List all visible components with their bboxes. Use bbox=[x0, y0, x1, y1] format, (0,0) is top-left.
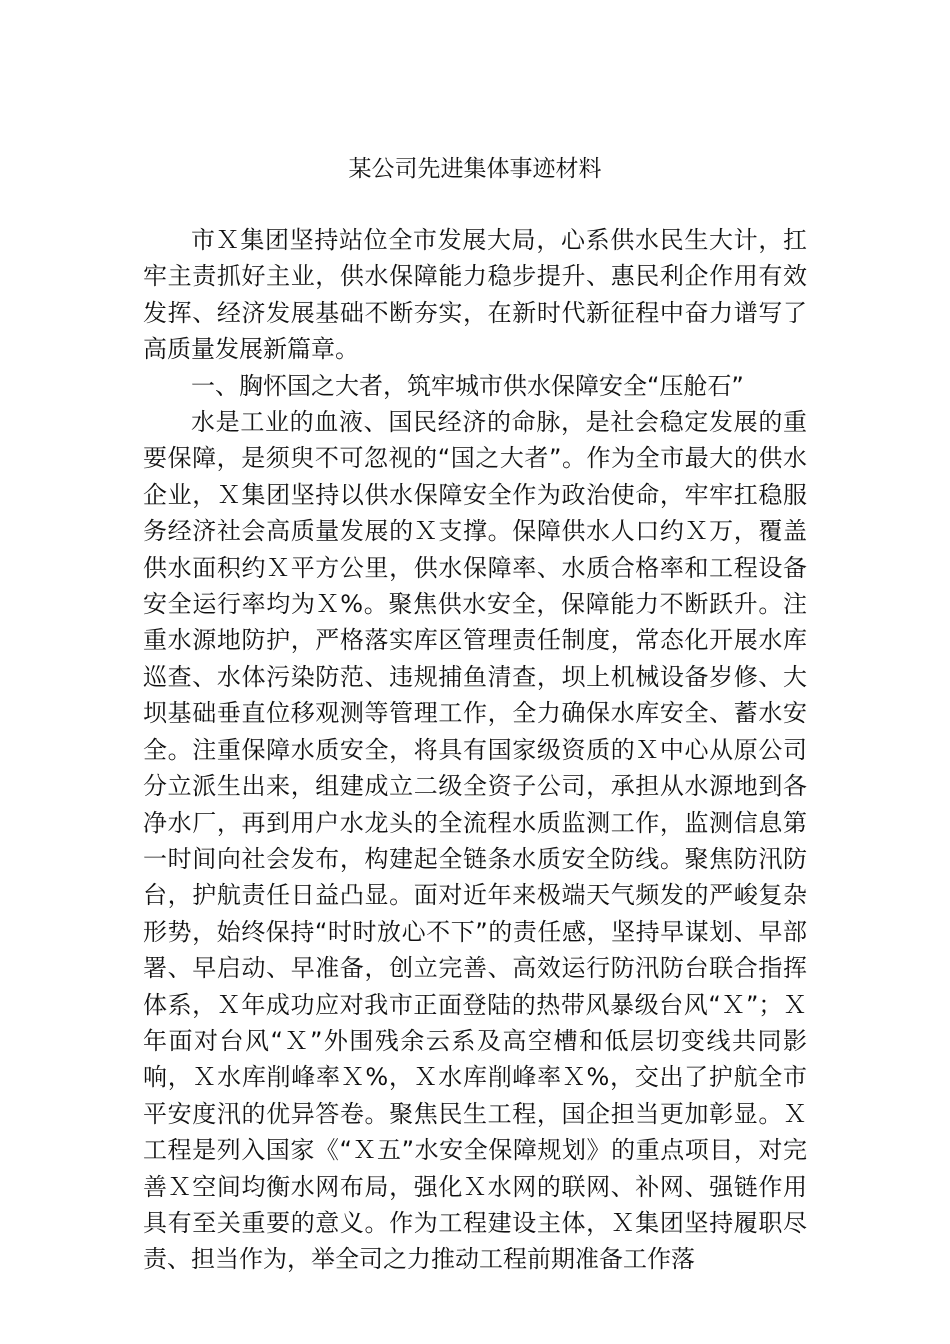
document-body bbox=[143, 222, 807, 1278]
document-title: 某公司先进集体事迹材料 bbox=[348, 156, 602, 182]
intro-paragraph: 市Ｘ集团坚持站位全市发展大局，心系供水民生大计，扛牢主责抓好主业，供水保障能力稳步提升、惠民利企作用有效发挥、经济发展基础不断夯实，在新时代新征程中奋力谱写了高质量发展新篇章。 bbox=[143, 226, 807, 364]
body-paragraph: 水是工业的血液、国民经济的命脉，是社会稳定发展的重要保障，是须臾不可忽视的“国之大者”。作为全市最大的供水企业，Ｘ集团坚持以供水保障安全作为政治使命，牢牢扛稳服务经济社会高质量发展的Ｘ支撑。保障供水人口约Ｘ万，覆盖供水面积约Ｘ平方公里，供水保障率、水质合格率和工程设备安全运行率均为Ｘ%。聚焦供水安全，保障能力不断跃升。注重水源地防护，严格落实库区管理责任制度，常态化开展水库巡查、水体污染防范、违规捕鱼清查，坝上机械设备岁修、大坝基础垂直位移观测等管理工作，全力确保水库安全、蓄水安全。注重保障水质安全，将具有国家级资质的Ｘ中心从原公司分立派生出来，组建成立二级全资子公司，承担从水源地到各净水厂，再到用户水龙头的全流程水质监测工作，监测信息第一时间向社会发布，构建起全链条水质安全防线。聚焦防汛防台，护航责任日益凸显。面对近年来极端天气频发的严峻复杂形势，始终保持“时时放心不下”的责任感，坚持早谋划、早部署、早启动、早准备，创立完善、高效运行防汛防台联合指挥体系，Ｘ年成功应对我市正面登陆的热带风暴级台风“Ｘ”；Ｘ年面对台风“Ｘ”外围残余云系及高空槽和低层切变线共同影响，Ｘ水库削峰率Ｘ%，Ｘ水库削峰率Ｘ%，交出了护航全市平安度汛的优异答卷。聚焦民生工程，国企担当更加彰显。Ｘ工程是列入国家《“Ｘ五”水安全保障规划》的重点项目，对完善Ｘ空间均衡水网布局，强化Ｘ水网的联网、补网、强链作用具有至关重要的意义。作为工程建设主体，Ｘ集团坚持履职尽责、担当作为，举全司之力推动工程前期准备工作落 bbox=[143, 408, 807, 1274]
section-heading: 一、胸怀国之大者，筑牢城市供水保障安全“压舱石” bbox=[191, 371, 744, 400]
